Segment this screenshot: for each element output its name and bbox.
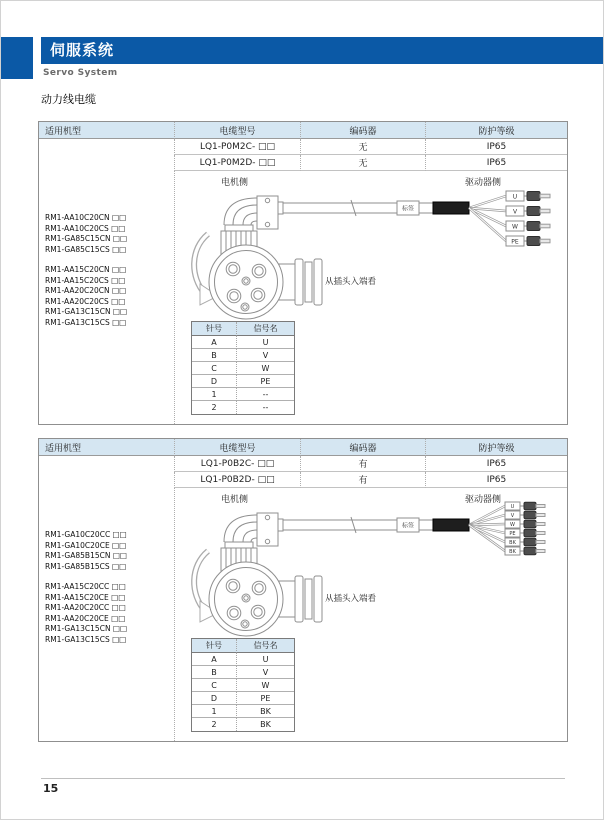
model-item: RM1-AA20C20CC □□ xyxy=(45,603,126,612)
connector-profile xyxy=(279,259,322,305)
wire-label: V xyxy=(512,208,518,216)
pin-table-cell: B xyxy=(192,349,236,362)
connector-front-view xyxy=(209,245,283,319)
pin-table-header-cell: 信号名 xyxy=(236,639,294,653)
column-header-encoder: 编码器 xyxy=(300,122,425,139)
model-item: RM1-GA85C15CS □□ xyxy=(45,244,127,254)
pin-table-cell: 1 xyxy=(192,705,236,718)
column-header-applicable-models: 适用机型 xyxy=(39,439,174,456)
pin-table-cell: 1 xyxy=(192,388,236,401)
cable-diagram xyxy=(174,171,567,424)
page-number: 15 xyxy=(43,782,59,795)
column-header-protection: 防护等级 xyxy=(425,439,567,456)
driver-side-label: 驱动器侧 xyxy=(465,178,502,188)
cable-tag-label: 标签 xyxy=(401,522,415,530)
column-header-cable-model: 电缆型号 xyxy=(174,122,300,139)
pin-table xyxy=(191,638,295,732)
pin-table xyxy=(191,321,295,415)
pin-table-cell: -- xyxy=(236,388,294,401)
page-title: 伺服系统 xyxy=(50,41,115,59)
model-group xyxy=(45,265,174,328)
protection-cell: IP65 xyxy=(425,139,567,155)
wire-label: V xyxy=(510,513,515,519)
model-item: RM1-AA15C20CE □□ xyxy=(45,592,126,602)
wire-label: W xyxy=(510,522,515,528)
model-item: RM1-GA13C15CS □□ xyxy=(45,317,127,327)
model-item: RM1-GA10C20CE □□ xyxy=(45,540,127,550)
pin-table-cell: W xyxy=(236,362,294,375)
view-direction-label: 从插头入端看 xyxy=(325,277,377,287)
model-group xyxy=(45,213,174,255)
model-item: RM1-AA15C20CS □□ xyxy=(45,275,126,285)
model-item: RM1-GA85B15CN □□ xyxy=(45,551,128,560)
model-group xyxy=(45,530,174,572)
pin-table-cell: BK xyxy=(236,705,294,718)
model-item: RM1-AA20C20CE □□ xyxy=(45,613,126,623)
connector-front-view xyxy=(209,562,283,636)
protection-cell: IP65 xyxy=(425,472,567,488)
pin-table-cell: V xyxy=(236,666,294,679)
cable-tag-label: 标签 xyxy=(401,205,415,213)
column-header-protection: 防护等级 xyxy=(425,122,567,139)
pin-table-cell: U xyxy=(236,653,294,666)
header-title-bar xyxy=(41,37,603,64)
cable-diagram xyxy=(174,488,567,741)
footer-divider xyxy=(41,778,565,779)
view-direction-label: 从插头入端看 xyxy=(325,594,377,604)
wire-label: W xyxy=(512,223,518,231)
pin-table-cell: W xyxy=(236,679,294,692)
pin-table-cell: A xyxy=(192,653,236,666)
section-title: 动力线电缆 xyxy=(41,93,96,106)
header-accent-block xyxy=(1,37,33,79)
pin-table-header-cell: 针号 xyxy=(192,639,236,653)
model-item: RM1-GA13C15CN □□ xyxy=(45,307,128,316)
pin-table-cell: U xyxy=(236,336,294,349)
model-group xyxy=(45,582,174,645)
encoder-cell: 有 xyxy=(300,472,425,488)
cable-model-cell: LQ1-P0M2D- □□ xyxy=(174,155,300,171)
spec-table xyxy=(38,438,568,742)
protection-cell: IP65 xyxy=(425,456,567,472)
cable-model-cell: LQ1-P0B2C- □□ xyxy=(174,456,300,472)
protection-cell: IP65 xyxy=(425,155,567,171)
model-item: RM1-AA15C20CN □□ xyxy=(45,265,127,274)
cable-line xyxy=(283,200,469,216)
spec-table xyxy=(38,121,568,425)
connector-profile xyxy=(279,576,322,622)
pin-table-cell: C xyxy=(192,679,236,692)
encoder-cell: 无 xyxy=(300,139,425,155)
column-header-encoder: 编码器 xyxy=(300,439,425,456)
header-subtitle: Servo System xyxy=(43,68,118,78)
pin-table-cell: D xyxy=(192,692,236,705)
wire-label: PE xyxy=(511,238,519,246)
model-item: RM1-AA20C20CS □□ xyxy=(45,296,126,306)
pin-table-cell: 2 xyxy=(211,720,217,729)
encoder-cell: 无 xyxy=(300,155,425,171)
applicable-models-cell xyxy=(39,456,174,741)
model-item: RM1-AA15C20CC □□ xyxy=(45,582,126,591)
driver-side-label: 驱动器侧 xyxy=(465,495,502,505)
pin-table-cell: PE xyxy=(236,375,294,388)
pin-table-cell: -- xyxy=(236,401,294,414)
model-item: RM1-GA13C15CN □□ xyxy=(45,624,128,633)
pin-table-cell: V xyxy=(236,349,294,362)
encoder-cell: 有 xyxy=(300,456,425,472)
wire xyxy=(469,191,550,208)
model-item: RM1-GA85C15CN □□ xyxy=(45,234,128,243)
model-item: RM1-AA20C20CN □□ xyxy=(45,286,127,295)
pin-table-cell: 2 xyxy=(211,403,217,412)
model-item: RM1-GA85B15CS □□ xyxy=(45,561,127,571)
pin-table-cell: B xyxy=(192,666,236,679)
pin-table-header-cell: 针号 xyxy=(192,322,236,336)
pin-table-cell: BK xyxy=(236,718,294,731)
cable-model-cell: LQ1-P0B2D- □□ xyxy=(174,472,300,488)
pin-table-cell: D xyxy=(192,375,236,388)
wire-label: PE xyxy=(509,531,516,537)
column-header-cable-model: 电缆型号 xyxy=(174,439,300,456)
pin-table-header-cell: 信号名 xyxy=(236,322,294,336)
cable-model-cell: LQ1-P0M2C- □□ xyxy=(174,139,300,155)
wire-label: BK xyxy=(509,540,516,546)
applicable-models-cell xyxy=(39,139,174,424)
motor-side-label: 电机侧 xyxy=(221,178,249,188)
cable-line xyxy=(283,517,469,533)
column-header-applicable-models: 适用机型 xyxy=(39,122,174,139)
pin-table-cell: C xyxy=(192,362,236,375)
pin-table-cell: PE xyxy=(236,692,294,705)
wire-label: U xyxy=(512,193,518,201)
model-item: RM1-AA10C20CS □□ xyxy=(45,223,126,233)
wire-label: U xyxy=(510,504,515,510)
pin-table-cell: A xyxy=(192,336,236,349)
model-item: RM1-AA10C20CN □□ xyxy=(45,213,127,222)
model-item: RM1-GA13C15CS □□ xyxy=(45,634,127,644)
cable-sleeve xyxy=(433,519,469,531)
cable-sleeve xyxy=(433,202,469,214)
model-item: RM1-GA10C20CC □□ xyxy=(45,530,127,539)
wire-label: BK xyxy=(509,549,516,555)
motor-side-label: 电机侧 xyxy=(221,495,249,505)
